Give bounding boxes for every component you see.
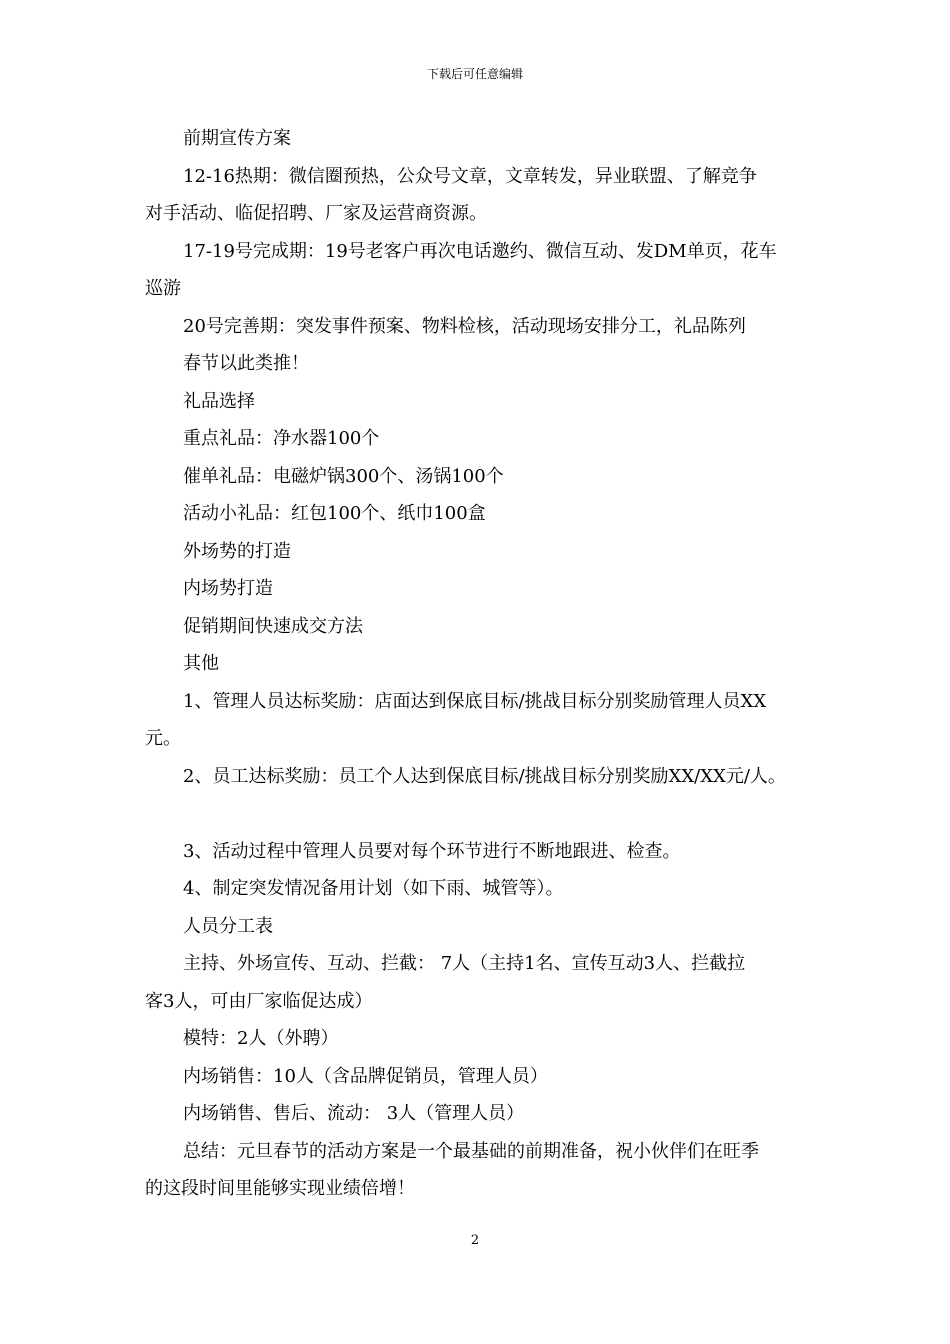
paragraph-line: 客3人，可由厂家临促达成） <box>145 990 373 1012</box>
paragraph-line: 内场销售、售后、流动： 3人（管理人员） <box>183 1103 525 1124</box>
section-heading-indoor: 内场势打造 <box>183 578 273 599</box>
section-heading-staffing: 人员分工表 <box>183 915 273 937</box>
paragraph-line: 模特：2人（外聘） <box>183 1028 339 1049</box>
paragraph-line: 12-16热期：微信圈预热，公众号文章，文章转发，异业联盟、了解竞争 <box>183 165 757 187</box>
section-heading-other: 其他 <box>183 653 219 674</box>
paragraph-line: 主持、外场宣传、互动、拦截： 7人（主持1名、宣传互动3人、拦截拉 <box>183 953 746 974</box>
list-item: 4、制定突发情况备用计划（如下雨、城管等）。 <box>183 878 564 899</box>
section-heading-gifts: 礼品选择 <box>183 390 255 412</box>
section-heading-publicity: 前期宣传方案 <box>183 128 291 149</box>
page-header: 下载后可任意编辑 <box>426 67 523 81</box>
list-item: 1、管理人员达标奖励：店面达到保底目标/挑战目标分别奖励管理人员XX <box>183 690 767 712</box>
paragraph-line: 17-19号完成期：19号老客户再次电话邀约、微信互动、发DM单页，花车 <box>183 240 777 262</box>
list-item: 3、活动过程中管理人员要对每个环节进行不断地跟进、检查。 <box>183 840 681 862</box>
summary-line: 总结：元旦春节的活动方案是一个最基础的前期准备，祝小伙伴们在旺季 <box>183 1140 759 1162</box>
paragraph-line: 重点礼品：净水器100个 <box>183 428 380 449</box>
page-number: 2 <box>470 1233 480 1248</box>
paragraph-line: 20号完善期：突发事件预案、物料检核，活动现场安排分工，礼品陈列 <box>183 315 746 337</box>
paragraph-line: 内场销售：10人（含品牌促销员，管理人员） <box>183 1065 548 1087</box>
section-heading-outdoor: 外场势的打造 <box>183 540 291 562</box>
paragraph-line: 对手活动、临促招聘、厂家及运营商资源。 <box>145 203 487 224</box>
paragraph-line: 春节以此类推！ <box>183 353 309 374</box>
paragraph-line: 催单礼品：电磁炉锅300个、汤锅100个 <box>183 465 504 487</box>
section-heading-closing-methods: 促销期间快速成交方法 <box>183 615 363 637</box>
blank-line <box>145 795 815 833</box>
document-body <box>145 120 815 1208</box>
paragraph-line: 活动小礼品：红包100个、纸巾100盒 <box>183 503 486 524</box>
paragraph-line: 巡游 <box>145 278 181 299</box>
list-item-continuation: 元。 <box>145 728 181 749</box>
summary-line: 的这段时间里能够实现业绩倍增！ <box>145 1178 415 1199</box>
list-item: 2、员工达标奖励：员工个人达到保底目标/挑战目标分别奖励XX/XX元/人。 <box>183 765 786 787</box>
